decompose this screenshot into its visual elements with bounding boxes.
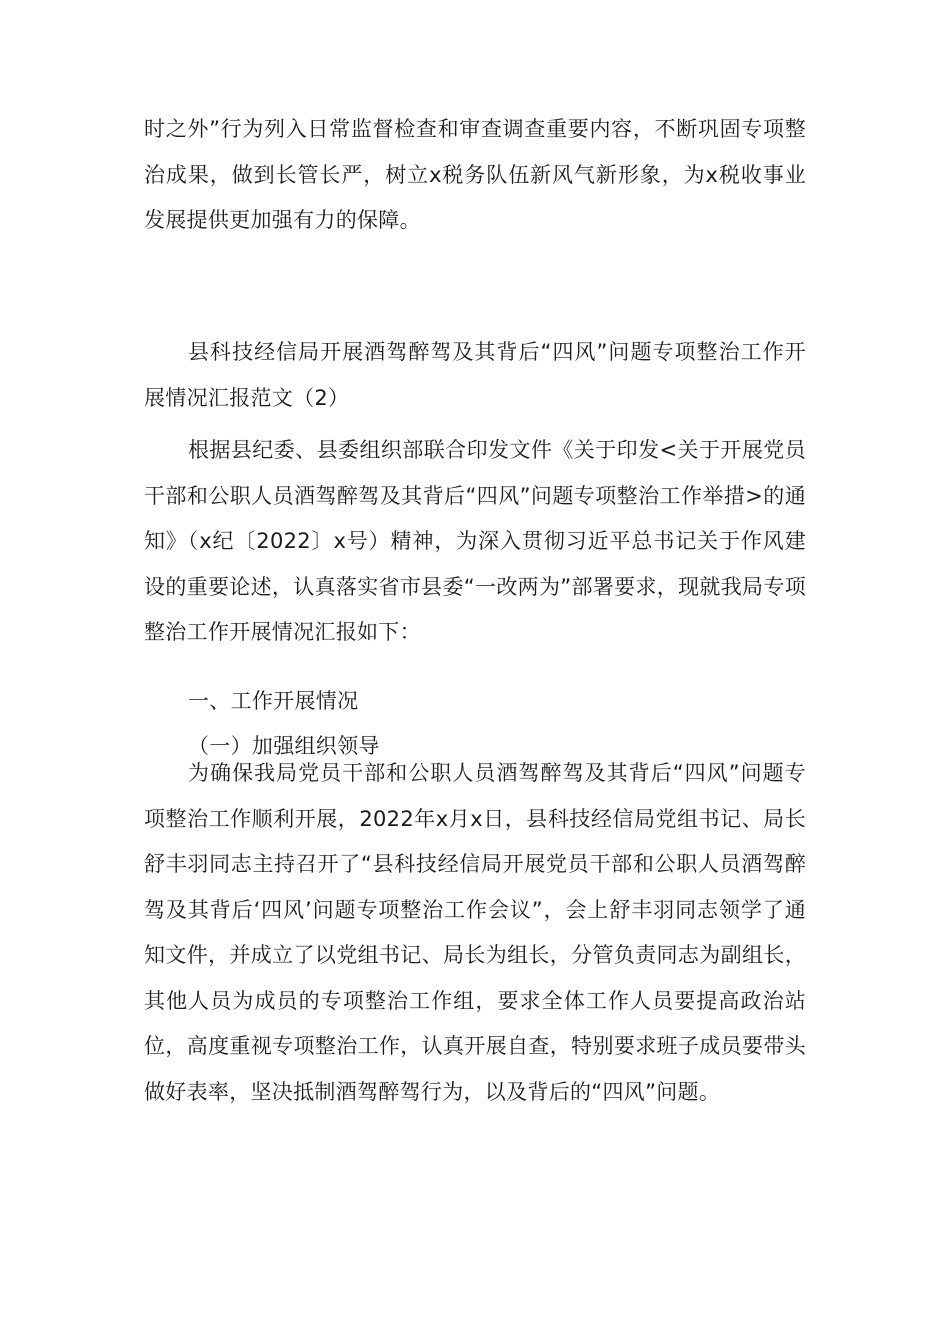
report-heading: 县科技经信局开展酒驾醉驾及其背后“四风”问题专项整治工作开展情况汇报范文（2）: [144, 340, 806, 410]
body-paragraph-2: 为确保我局党员干部和公职人员酒驾醉驾及其背后“四风”问题专项整治工作顺利开展，2022年x月x日，县科技经信局党组书记、局长舒丰羽同志主持召开了“县科技经信局开展党员干部和公职人员酒驾醉驾及其背后‘四风’问题专项整治工作会议”，会上舒丰羽同志领学了通知文件，并成立了以党组书记、局长为组长，分管负责同志为副组长，其他人员为成员的专项整治工作组，要求全体工作人员要提高政治站位，高度重视专项整治工作，认真开展自查，特别要求班子成员要带头做好表率，坚决抵制酒驾醉驾行为，以及背后的“四风”问题。: [144, 761, 806, 1104]
section-heading: 一、工作开展情况: [188, 689, 359, 713]
body-paragraph-1: 根据县纪委、县委组织部联合印发文件《关于印发<关于开展党员干部和公职人员酒驾醉驾及其背后“四风”问题专项整治工作举措>的通知》（x纪〔2022〕x号）精神，为深入贯彻习近平总书记关于作风建设的重要论述，认真落实省市县委“一改两为”部署要求，现就我局专项整治工作开展情况汇报如下：: [144, 438, 806, 644]
subsection-heading: （一）加强组织领导: [188, 734, 380, 758]
intro-paragraph: 时之外”行为列入日常监督检查和审查调查重要内容，不断巩固专项整治成果，做到长管长严，树立x税务队伍新风气新形象，为x税收事业发展提供更加强有力的保障。: [144, 117, 806, 232]
